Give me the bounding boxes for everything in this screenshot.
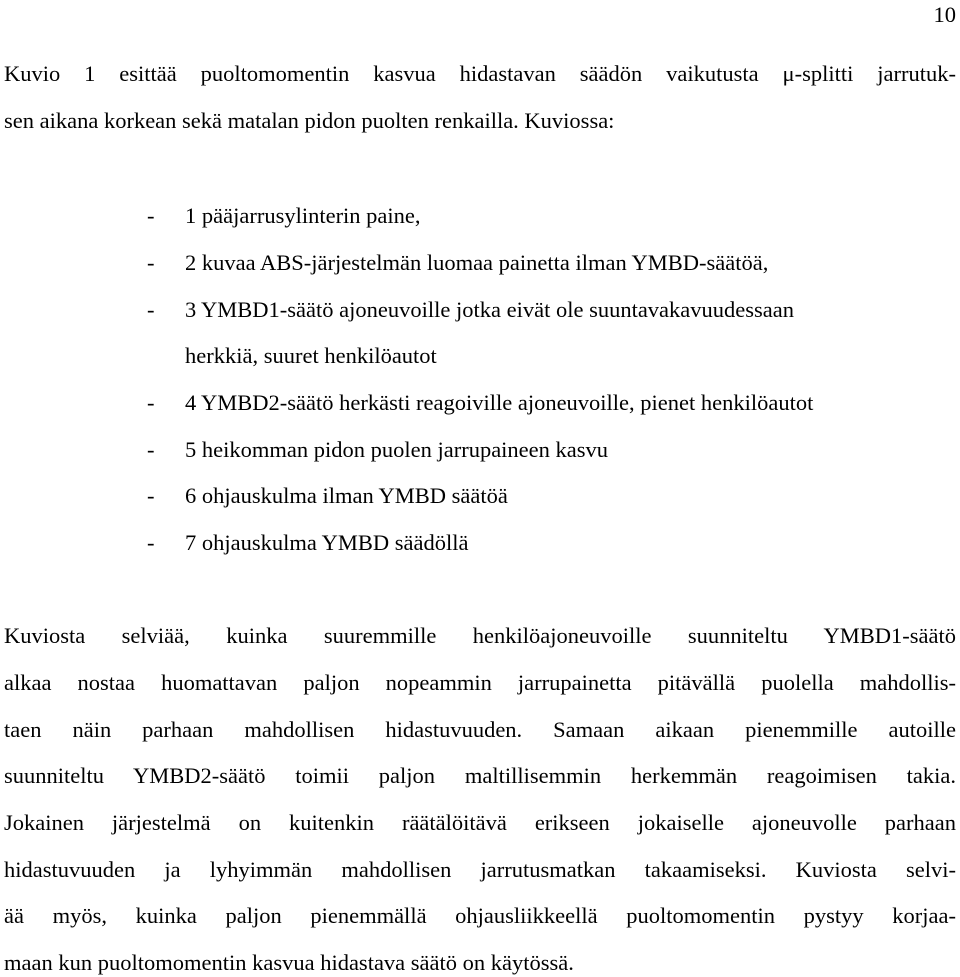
list-dash: - <box>147 530 155 555</box>
list-dash: - <box>147 437 155 462</box>
intro-line: Kuvio 1 esittää puoltomomentin kasvua hidastavan säädön vaikutusta μ-splitti jarrutuk- <box>4 61 956 86</box>
list-item <box>147 392 813 415</box>
list-dash: - <box>147 297 155 322</box>
paragraph-line: maan kun puoltomomentin kasvua hidastava säätö on käytössä. <box>4 950 574 975</box>
paragraph-line: taen näin parhaan mahdollisen hidastuvuuden. Samaan aikaan pienemmille autoille <box>4 717 956 742</box>
page-number: 10 <box>933 2 956 27</box>
paragraph-line: alkaa nostaa huomattavan paljon nopeammin jarrupainetta pitävällä puolella mahdollis- <box>4 670 956 695</box>
list-dash: - <box>147 250 155 275</box>
list-item-continuation: herkkiä, suuret henkilöautot <box>185 343 437 368</box>
paragraph-line: hidastuvuuden ja lyhyimmän mahdollisen jarrutusmatkan takaamiseksi. Kuviosta selvi- <box>4 857 956 882</box>
list-dash: - <box>147 203 155 228</box>
list-item-text: 1 pääjarrusylinterin paine, <box>185 203 421 228</box>
list-dash: - <box>147 483 155 508</box>
intro-line: sen aikana korkean sekä matalan pidon puolten renkailla. Kuviossa: <box>4 108 615 133</box>
list-item <box>147 205 421 228</box>
list-item-text: 3 YMBD1-säätö ajoneuvoille jotka eivät ole suuntavakavuudessaan <box>185 297 795 322</box>
paragraph-line: suunniteltu YMBD2-säätö toimii paljon maltillisemmin herkemmän reagoimisen takia. <box>4 763 956 788</box>
list-item-text: 6 ohjauskulma ilman YMBD säätöä <box>185 483 508 508</box>
paragraph-line: Jokainen järjestelmä on kuitenkin räätälöitävä erikseen jokaiselle ajoneuvolle parhaan <box>4 810 956 835</box>
list-item <box>147 532 469 555</box>
list-item-text: 4 YMBD2-säätö herkästi reagoiville ajoneuvoille, pienet henkilöautot <box>185 390 814 415</box>
list-item-text: 5 heikomman pidon puolen jarrupaineen kasvu <box>185 437 609 462</box>
list-dash: - <box>147 390 155 415</box>
list-item <box>147 485 508 508</box>
paragraph-line: ää myös, kuinka paljon pienemmällä ohjausliikkeellä puoltomomentin pystyy korjaa- <box>4 903 956 928</box>
list-item <box>147 252 768 275</box>
paragraph-line: Kuviosta selviää, kuinka suuremmille henkilöajoneuvoille suunniteltu YMBD1-säätö <box>4 623 956 648</box>
list-item-text: 7 ohjauskulma YMBD säädöllä <box>185 530 469 555</box>
list-item <box>147 299 794 322</box>
list-item-text: 2 kuvaa ABS-järjestelmän luomaa painetta ilman YMBD-säätöä, <box>185 250 769 275</box>
list-item <box>147 439 608 462</box>
